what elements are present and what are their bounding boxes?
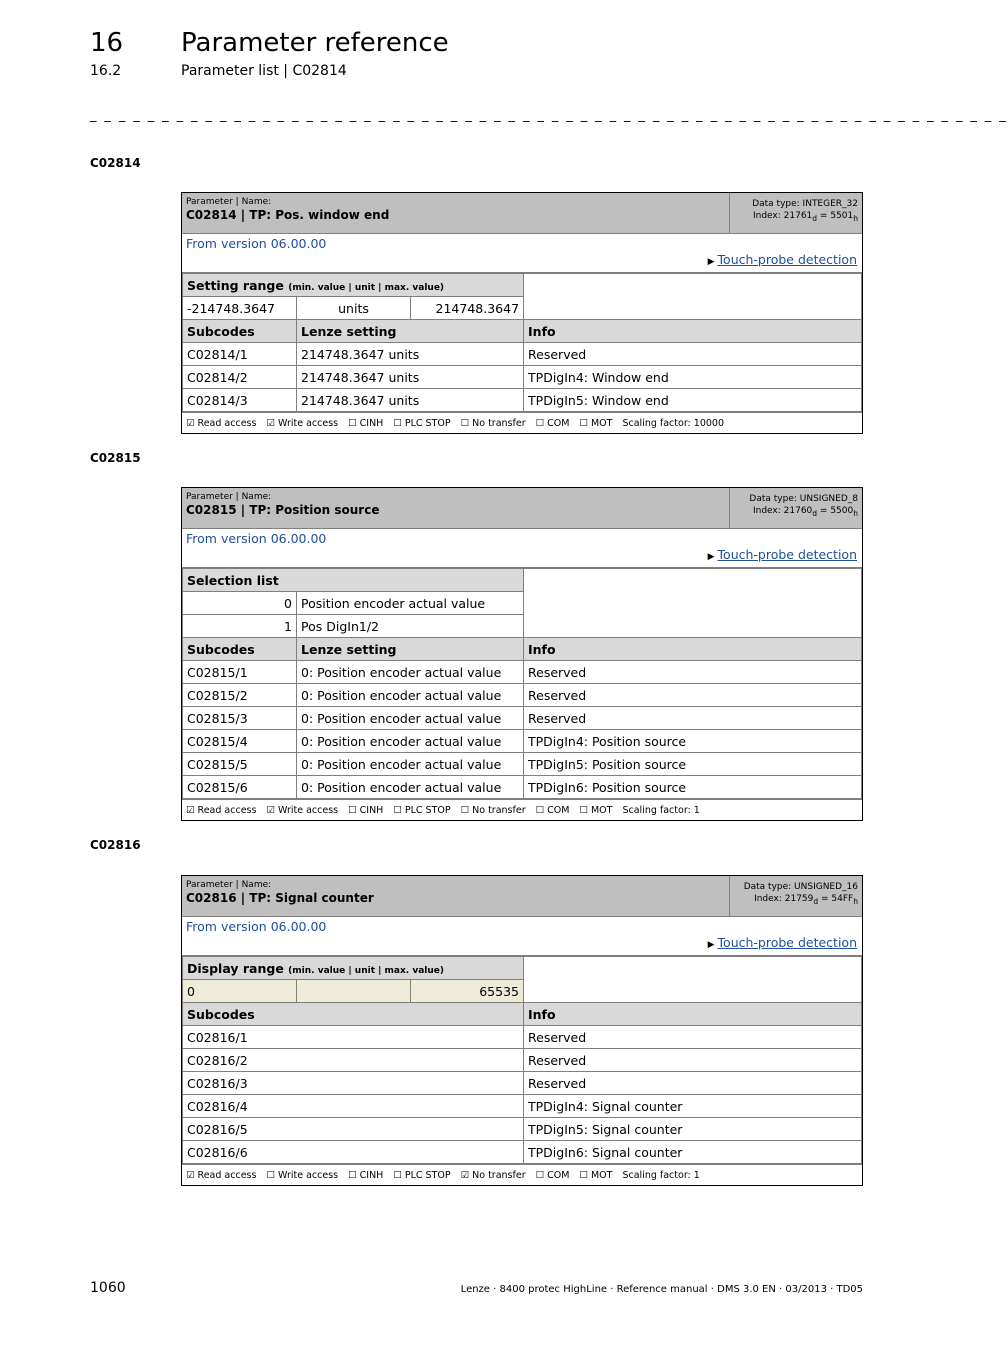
param-name: C02815 | TP: Position source [186,503,380,517]
empty-cell [524,569,862,638]
table-row: C02814/1 214748.3647 units Reserved [183,343,862,366]
chapter-title: Parameter reference [181,28,449,58]
access-footer: ☑ Read access ☑ Write access ☐ CINH ☐ PLC STOP ☐ No transfer ☐ COM ☐ MOT Scaling factor: 10000 [182,412,862,433]
table-row: C02815/4 0: Position encoder actual value TPDigIn4: Position source [183,730,862,753]
version-row [182,529,862,568]
range-min: 0 [183,980,297,1003]
param-header [182,488,862,529]
page-number: 1060 [90,1280,126,1296]
range-unit [297,980,411,1003]
col-subcodes: Subcodes [183,320,297,343]
chapter-number: 16 [90,28,124,58]
empty-cell [524,274,862,320]
version-row [182,917,862,956]
section-number: 16.2 [90,63,122,79]
table-row: C02815/3 0: Position encoder actual value Reserved [183,707,862,730]
col-subcodes: Subcodes [183,638,297,661]
arrow-right-icon: ▶ [707,257,715,267]
touch-probe-link[interactable]: ▶ Touch-probe detection [707,252,857,267]
table-row: C02816/4 TPDigIn4: Signal counter [183,1095,862,1118]
from-version: From version 06.00.00 [186,531,327,546]
access-footer: ☑ Read access ☐ Write access ☐ CINH ☐ PLC STOP ☑ No transfer ☐ COM ☐ MOT Scaling factor: 1 [182,1164,862,1185]
col-lenze-setting: Lenze setting [297,320,524,343]
param-index: Index: $21761_d = 5501_h$ [752,211,858,223]
param-name: C02814 | TP: Pos. window end [186,208,390,222]
param-table-c02814 [181,192,863,434]
table-row: C02815/6 0: Position encoder actual value TPDigIn6: Position source [183,776,862,799]
param-index: Index: $21760_d = 5500_h$ [752,506,858,518]
param-heading-c02816: C02816 [90,838,141,852]
setting-range-header: Setting range (min. value | unit | max. value) [183,274,524,297]
param-header [182,876,862,917]
table-row: C02814/3 214748.3647 units TPDigIn5: Window end [183,389,862,412]
table-row: C02816/5 TPDigIn5: Signal counter [183,1118,862,1141]
data-type: Data type: UNSIGNED_8 [749,494,858,504]
param-name-label: Parameter | Name: [186,197,272,207]
param-table-c02816 [181,875,863,1186]
dashed-divider: _ _ _ _ _ _ _ _ _ _ _ _ _ _ _ _ _ _ _ _ _ _ _ _ _ _ _ _ _ _ _ _ _ _ _ _ _ _ _ _ _ _ _ _ _ _ _ _ _ _ _ _ _ _ _ _ _ _ _ _ _ _ _ _ [90,108,1008,123]
from-version: From version 06.00.00 [186,236,327,251]
param-name-label: Parameter | Name: [186,492,272,502]
param-header [182,193,862,234]
table-row: C02815/5 0: Position encoder actual value TPDigIn5: Position source [183,753,862,776]
touch-probe-link[interactable]: ▶ Touch-probe detection [707,935,857,950]
range-max: 65535 [411,980,524,1003]
version-row [182,234,862,273]
col-subcodes: Subcodes [183,1003,524,1026]
table-row: C02815/2 0: Position encoder actual value Reserved [183,684,862,707]
col-info: Info [524,1003,862,1026]
data-type: Data type: INTEGER_32 [752,199,858,209]
display-range-header: Display range (min. value | unit | max. value) [183,957,524,980]
table-row: C02814/2 214748.3647 units TPDigIn4: Window end [183,366,862,389]
table-row: C02816/3 Reserved [183,1072,862,1095]
data-type: Data type: UNSIGNED_16 [743,882,858,892]
table-row: C02815/1 0: Position encoder actual value Reserved [183,661,862,684]
touch-probe-link[interactable]: ▶ Touch-probe detection [707,547,857,562]
col-lenze-setting: Lenze setting [297,638,524,661]
table-row: C02816/2 Reserved [183,1049,862,1072]
col-info: Info [524,638,862,661]
selection-item: 0 Position encoder actual value [183,592,862,615]
arrow-right-icon: ▶ [707,940,715,950]
empty-cell [524,957,862,1003]
page-footer: Lenze · 8400 protec HighLine · Reference manual · DMS 3.0 EN · 03/2013 · TD05 [460,1284,863,1295]
access-footer: ☑ Read access ☑ Write access ☐ CINH ☐ PLC STOP ☐ No transfer ☐ COM ☐ MOT Scaling factor: 1 [182,799,862,820]
selection-list-header: Selection list [183,569,524,592]
arrow-right-icon: ▶ [707,552,715,562]
col-info: Info [524,320,862,343]
param-name-label: Parameter | Name: [186,880,272,890]
selection-item: 1 Pos DigIn1/2 [183,615,862,638]
param-heading-c02815: C02815 [90,451,141,465]
range-min: -214748.3647 [183,297,297,320]
param-name: C02816 | TP: Signal counter [186,891,374,905]
param-heading-c02814: C02814 [90,156,141,170]
param-table-c02815 [181,487,863,821]
section-title: Parameter list | C02814 [181,63,347,79]
range-max: 214748.3647 [411,297,524,320]
table-row: C02816/1 Reserved [183,1026,862,1049]
range-unit: units [297,297,411,320]
from-version: From version 06.00.00 [186,919,327,934]
table-row: C02816/6 TPDigIn6: Signal counter [183,1141,862,1164]
param-index: Index: $21759_d = 54FF_h$ [754,894,858,906]
